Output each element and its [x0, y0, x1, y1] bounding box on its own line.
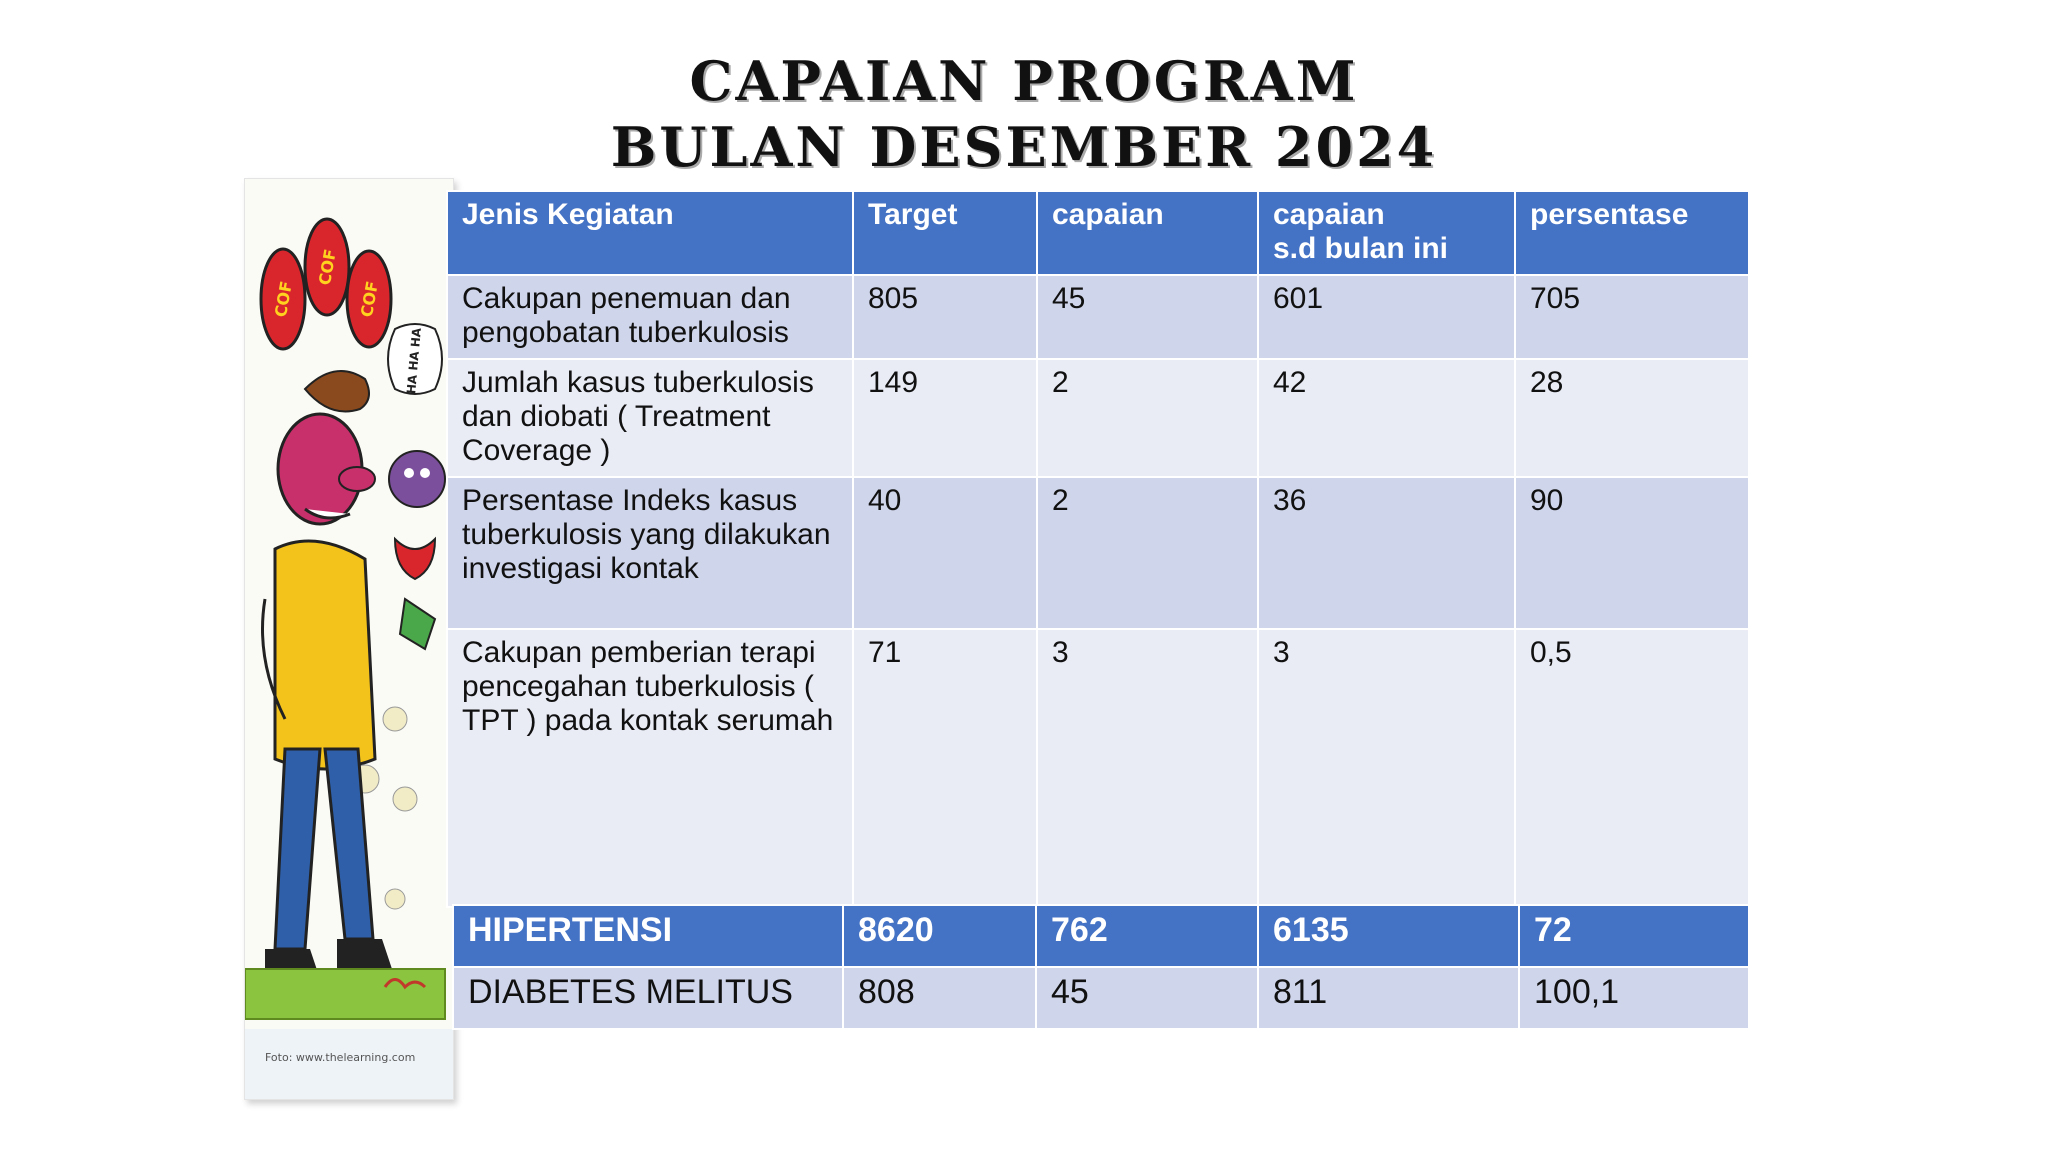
table-cell: DIABETES MELITUS: [453, 967, 843, 1029]
table-cell: 805: [853, 275, 1037, 359]
table-cell: Cakupan penemuan dan pengobatan tuberkulosis: [447, 275, 853, 359]
table-cell: 705: [1515, 275, 1749, 359]
coughing-man-illustration: [244, 178, 454, 1100]
table-cell: 90: [1515, 477, 1749, 629]
table-cell: 3: [1258, 629, 1515, 907]
header-cell: persentase: [1515, 191, 1749, 275]
table-row: [447, 275, 1749, 359]
table-cell: 149: [853, 359, 1037, 477]
header-text: capaian: [1273, 198, 1385, 231]
table-row: [447, 477, 1749, 629]
cough-bubble-1: COF: [270, 279, 296, 319]
title-line-1: CAPAIAN PROGRAM: [689, 49, 1359, 113]
table-cell: 42: [1258, 359, 1515, 477]
table-cell: 2: [1037, 359, 1258, 477]
table-cell: 28: [1515, 359, 1749, 477]
table-cell: 811: [1258, 967, 1519, 1029]
table-header-row: [447, 191, 1749, 275]
page-title: [0, 48, 2048, 180]
table-row-diabetes: [453, 967, 1749, 1029]
table-row: [447, 629, 1749, 907]
table-cell: Persentase Indeks kasus tuberkulosis yang dilakukan investigasi kontak: [447, 477, 853, 629]
table-cell: Cakupan pemberian terapi pencegahan tuberkulosis ( TPT ) pada kontak serumah: [447, 629, 853, 907]
table-cell: 6135: [1258, 905, 1519, 967]
table-cell: 808: [843, 967, 1036, 1029]
table-cell: 762: [1036, 905, 1258, 967]
table-cell: 3: [1037, 629, 1258, 907]
cough-bubble-3: COF: [356, 279, 382, 319]
title-line-2: BULAN DESEMBER 2024: [610, 115, 1438, 179]
tuberculosis-table: [446, 190, 1750, 908]
table-cell: 72: [1519, 905, 1749, 967]
table-cell: 45: [1036, 967, 1258, 1029]
header-cell: Jenis Kegiatan: [447, 191, 853, 275]
table-cell: 71: [853, 629, 1037, 907]
table-cell: 36: [1258, 477, 1515, 629]
header-cell: capaian: [1037, 191, 1258, 275]
image-credit: Foto: www.thelearning.com: [265, 1051, 416, 1064]
coughing-man-cartoon-icon: [245, 179, 453, 1099]
header-cell: Target: [853, 191, 1037, 275]
table-cell: 2: [1037, 477, 1258, 629]
table-cell: 45: [1037, 275, 1258, 359]
speech-bubble: HA HA HA: [404, 327, 424, 395]
table-row-hipertensi: [453, 905, 1749, 967]
table-cell: Jumlah kasus tuberkulosis dan diobati ( Treatment Coverage ): [447, 359, 853, 477]
header-cell: [1258, 191, 1515, 275]
table-cell: HIPERTENSI: [453, 905, 843, 967]
cough-bubble-2: COF: [314, 247, 340, 287]
ptm-table: [452, 904, 1750, 1030]
table-row: [447, 359, 1749, 477]
table-cell: 601: [1258, 275, 1515, 359]
table-cell: 40: [853, 477, 1037, 629]
table-cell: 0,5: [1515, 629, 1749, 907]
table-cell: 8620: [843, 905, 1036, 967]
table-cell: 100,1: [1519, 967, 1749, 1029]
header-text: s.d bulan ini: [1273, 232, 1449, 265]
